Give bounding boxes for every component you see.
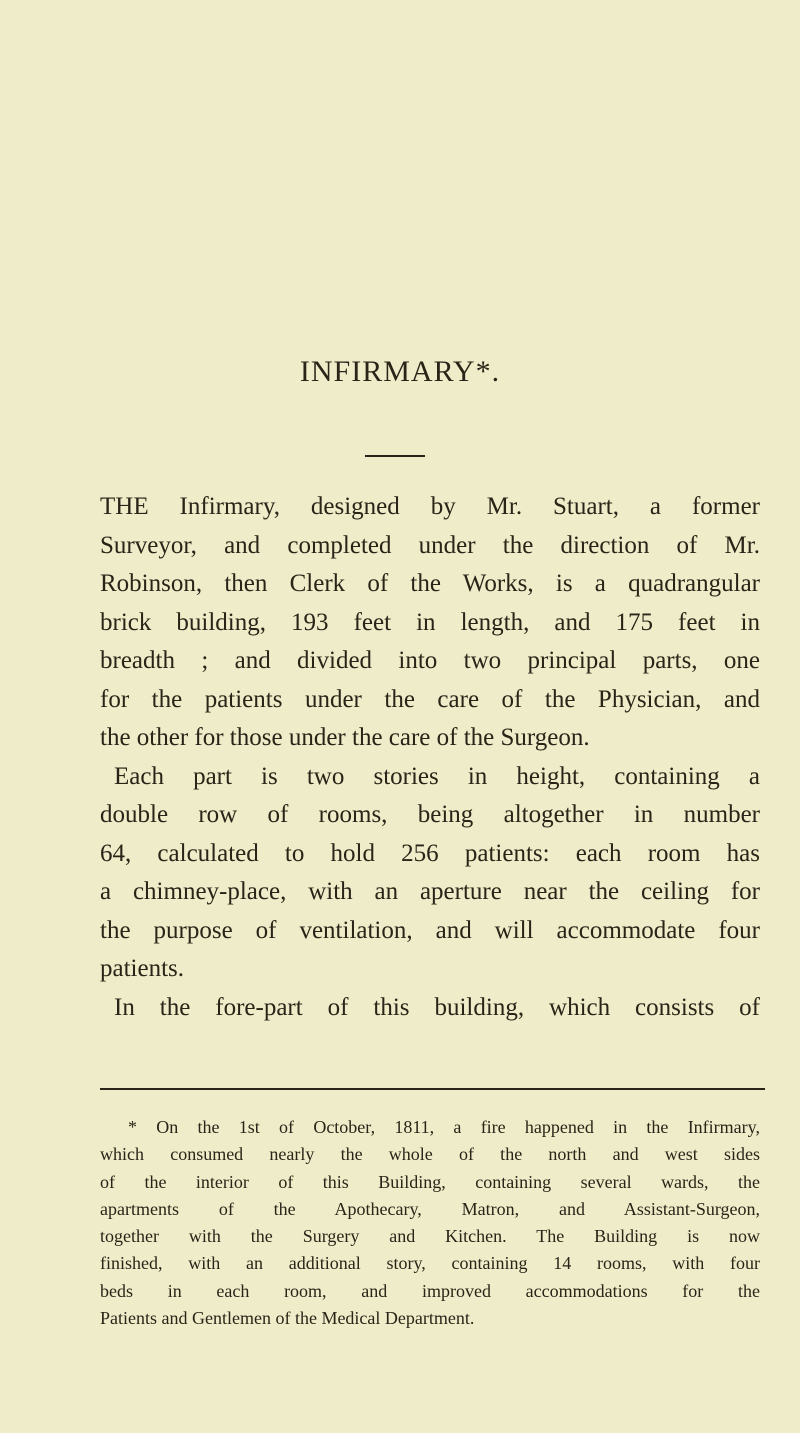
text-line: Each part is two stories in height, containing a — [114, 762, 760, 790]
footnote-line: together with the Surgery and Kitchen. The Building is now — [100, 1226, 760, 1247]
footnote-line: finished, with an additional story, containing 14 rooms, with four — [100, 1253, 760, 1274]
footnote-line: apartments of the Apothecary, Matron, and Assistant-Surgeon, — [100, 1198, 760, 1219]
text-line: Surveyor, and completed under the direction of Mr. — [100, 531, 760, 559]
main-text — [100, 488, 760, 1027]
footnote-line: which consumed nearly the whole of the north and west sides — [100, 1144, 760, 1165]
text-line: patients. — [100, 955, 185, 982]
footnote — [100, 1114, 760, 1332]
text-line: brick building, 193 feet in length, and 175 feet in — [100, 608, 760, 636]
page-title: INFIRMARY*. — [299, 355, 501, 388]
text-line: breadth ; and divided into two principal parts, one — [100, 647, 760, 674]
footnote-line: beds in each room, and improved accommodations for the — [100, 1280, 760, 1301]
text-line: THE Infirmary, designed by Mr. Stuart, a former — [100, 493, 760, 520]
text-line: a chimney-place, with an aperture near the ceiling for — [100, 878, 760, 905]
text-line: for the patients under the care of the Physician, and — [100, 685, 760, 713]
text-line: Robinson, then Clerk of the Works, is a quadrangular — [100, 570, 760, 597]
text-line: double row of rooms, being altogether in number — [100, 801, 760, 828]
text-line: the purpose of ventilation, and will accommodate four — [100, 916, 760, 944]
title-ornament-divider — [350, 455, 440, 458]
footnote-line: * On the 1st of October, 1811, a fire happened in the Infirmary, — [128, 1117, 760, 1137]
text-line: the other for those under the care of the Surgeon. — [100, 724, 590, 751]
footnote-line: of the interior of this Building, containing several wards, the — [100, 1171, 760, 1192]
footnote-divider — [100, 1088, 765, 1090]
text-line: 64, calculated to hold 256 patients: each room has — [100, 839, 760, 867]
text-line: In the fore-part of this building, which consists of — [114, 993, 760, 1021]
footnote-line: Patients and Gentlemen of the Medical Department. — [100, 1308, 475, 1329]
